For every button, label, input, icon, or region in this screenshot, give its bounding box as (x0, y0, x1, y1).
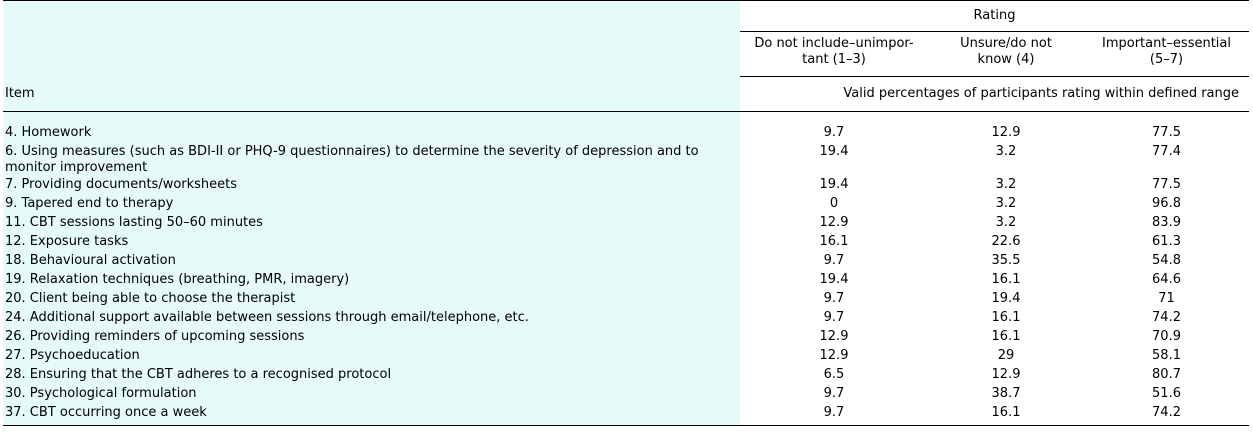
table-row (3, 309, 1249, 328)
spacer-cell (3, 112, 740, 125)
do-not-include-value: 19.4 (740, 176, 928, 195)
item-cell: 4. Homework (3, 124, 740, 143)
unsure-value: 22.6 (928, 233, 1084, 252)
table-row (3, 385, 1249, 404)
important-value: 51.6 (1084, 385, 1249, 404)
item-cell: 18. Behavioural activation (3, 252, 740, 271)
unsure-value: 16.1 (928, 309, 1084, 328)
header-row-rating (3, 1, 1249, 32)
table-row (3, 214, 1249, 233)
important-value: 80.7 (1084, 366, 1249, 385)
item-cell: 11. CBT sessions lasting 50–60 minutes (3, 214, 740, 233)
unsure-value: 12.9 (928, 366, 1084, 385)
item-cell: 24. Additional support available between sessions through email/telephone, etc. (3, 309, 740, 328)
spacer-cell (740, 112, 928, 125)
column-header-important: Important–essential (5–7) (1084, 32, 1249, 77)
item-cell: 6. Using measures (such as BDI-II or PHQ-9 questionnaires) to determine the severity of depression and to monitor improvement (3, 143, 740, 176)
do-not-include-value: 9.7 (740, 252, 928, 271)
item-cell: 26. Providing reminders of upcoming sessions (3, 328, 740, 347)
table-row (3, 328, 1249, 347)
unsure-value: 3.2 (928, 195, 1084, 214)
do-not-include-value: 9.7 (740, 124, 928, 143)
unsure-value: 35.5 (928, 252, 1084, 271)
important-value: 64.6 (1084, 271, 1249, 290)
valid-percentages-header: Valid percentages of participants rating within defined range (740, 77, 1249, 112)
important-value: 77.5 (1084, 124, 1249, 143)
unsure-value: 16.1 (928, 328, 1084, 347)
unsure-value: 19.4 (928, 290, 1084, 309)
do-not-include-value: 19.4 (740, 143, 928, 176)
do-not-include-value: 19.4 (740, 271, 928, 290)
important-value: 77.4 (1084, 143, 1249, 176)
table-row (3, 252, 1249, 271)
important-value: 61.3 (1084, 233, 1249, 252)
do-not-include-value: 12.9 (740, 328, 928, 347)
unsure-value: 16.1 (928, 271, 1084, 290)
table-header (3, 1, 1249, 112)
important-value: 70.9 (1084, 328, 1249, 347)
unsure-value: 16.1 (928, 404, 1084, 426)
unsure-value: 3.2 (928, 176, 1084, 195)
header-row-item (3, 77, 1249, 112)
item-cell: 28. Ensuring that the CBT adheres to a recognised protocol (3, 366, 740, 385)
do-not-include-value: 9.7 (740, 385, 928, 404)
important-value: 71 (1084, 290, 1249, 309)
do-not-include-value: 9.7 (740, 309, 928, 328)
column-header-do-not-include: Do not include–unimpor- tant (1–3) (740, 32, 928, 77)
item-cell: 27. Psychoeducation (3, 347, 740, 366)
header-row-categories (3, 32, 1249, 77)
table-row (3, 124, 1249, 143)
item-cell: 12. Exposure tasks (3, 233, 740, 252)
important-value: 96.8 (1084, 195, 1249, 214)
item-cell: 20. Client being able to choose the therapist (3, 290, 740, 309)
important-value: 54.8 (1084, 252, 1249, 271)
do-not-include-value: 9.7 (740, 290, 928, 309)
do-not-include-value: 12.9 (740, 347, 928, 366)
do-not-include-value: 6.5 (740, 366, 928, 385)
important-value: 58.1 (1084, 347, 1249, 366)
header-blank-cell (3, 32, 740, 77)
unsure-value: 12.9 (928, 124, 1084, 143)
header-blank-cell (3, 1, 740, 32)
column-header-unsure: Unsure/do not know (4) (928, 32, 1084, 77)
column-header-item: Item (3, 77, 740, 112)
table-row (3, 290, 1249, 309)
unsure-value: 29 (928, 347, 1084, 366)
rating-group-header: Rating (740, 1, 1249, 32)
spacer-row (3, 112, 1249, 125)
do-not-include-value: 9.7 (740, 404, 928, 426)
table-row (3, 366, 1249, 385)
table-row (3, 271, 1249, 290)
table-row (3, 233, 1249, 252)
do-not-include-value: 12.9 (740, 214, 928, 233)
table-row (3, 143, 1249, 176)
item-cell: 37. CBT occurring once a week (3, 404, 740, 426)
table-frame (3, 0, 1249, 437)
table-row (3, 347, 1249, 366)
important-value: 74.2 (1084, 404, 1249, 426)
table-row (3, 404, 1249, 426)
item-cell: 19. Relaxation techniques (breathing, PMR, imagery) (3, 271, 740, 290)
item-cell: 9. Tapered end to therapy (3, 195, 740, 214)
unsure-value: 38.7 (928, 385, 1084, 404)
important-value: 74.2 (1084, 309, 1249, 328)
unsure-value: 3.2 (928, 143, 1084, 176)
do-not-include-value: 16.1 (740, 233, 928, 252)
important-value: 83.9 (1084, 214, 1249, 233)
spacer-cell (1084, 112, 1249, 125)
table-row (3, 195, 1249, 214)
table-body (3, 112, 1249, 426)
unsure-value: 3.2 (928, 214, 1084, 233)
table-row (3, 176, 1249, 195)
item-cell: 7. Providing documents/worksheets (3, 176, 740, 195)
ratings-table (3, 0, 1249, 426)
do-not-include-value: 0 (740, 195, 928, 214)
spacer-cell (928, 112, 1084, 125)
item-cell: 30. Psychological formulation (3, 385, 740, 404)
important-value: 77.5 (1084, 176, 1249, 195)
